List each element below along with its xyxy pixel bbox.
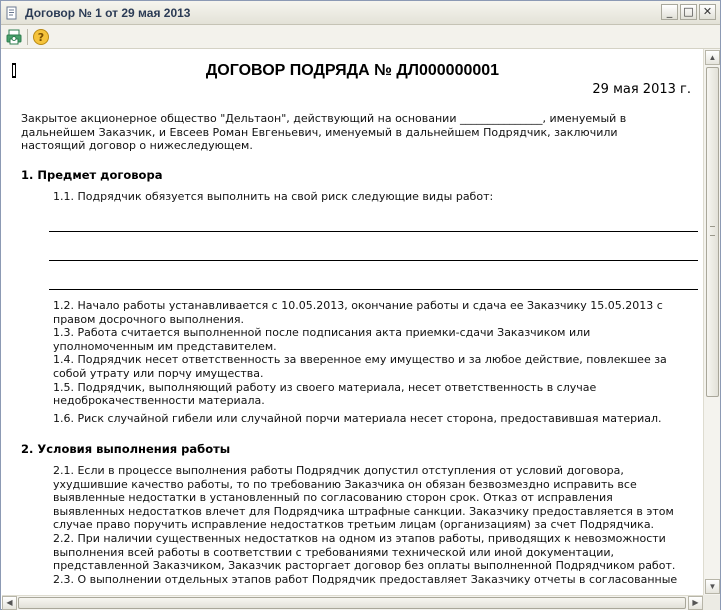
preamble-line: Закрытое акционерное общество "Дельтаон", действующий на основании _______________, именуемый в [21, 112, 627, 125]
section2-line: выявленные недостатки в установленный по согласованию сторон срок. Отказ от исправления [53, 491, 613, 505]
blank-line [49, 289, 698, 290]
window-title: Договор № 1 от 29 мая 2013 [25, 6, 191, 20]
document-icon [5, 6, 19, 20]
toolbar [1, 25, 720, 49]
help-icon [32, 28, 50, 46]
minimize-button[interactable]: _ [661, 4, 678, 20]
section1-line: 1.4. Подрядчик несет ответственность за вверенное ему имущество и за любое действие, повлекшее за [53, 353, 667, 367]
section2-line: 2.2. При наличии существенных недостатков на одном из этапов работы, приводящих к невозможности [53, 532, 666, 545]
maximize-button[interactable]: □ [680, 4, 697, 20]
blank-line [49, 260, 698, 261]
close-button[interactable]: ✕ [699, 4, 716, 20]
window-controls [661, 4, 716, 20]
preamble-line: дальнейшем Заказчик, и Евсеев Роман Евгеньевич, именуемый в дальнейшем Подрядчик, заключили [21, 125, 618, 139]
toolbar-separator [27, 29, 28, 45]
section2-line: ухудшившие качество работы, то по требованию Заказчика он обязан безвозмездно исправить все [53, 477, 637, 491]
print-icon[interactable] [5, 28, 23, 46]
scrollbar-corner [703, 595, 720, 610]
section1-line: недоброкачественности материала. [53, 394, 265, 408]
section1-line: 1.2. Начало работы устанавливается с 10.05.2013, окончание работы и сдача ее Заказчику 15.05.2013 с [53, 299, 663, 312]
clause-1-1: 1.1. Подрядчик обязуется выполнить на свой риск следующие виды работ: [53, 190, 494, 203]
section1-line: уполномоченным им представителем. [53, 339, 277, 353]
section2-line: выявленных недостатков влечет для Подрядчика штрафные санкции. Заказчику предоставляется в этом [53, 504, 674, 518]
section-heading-conditions: 2. Условия выполнения работы [21, 442, 231, 456]
section2-line: случае право поручить исправление недостатков третьим лицам (организациям) за счет Подрядчика. [53, 518, 655, 532]
help-glyph: ? [37, 31, 45, 44]
contract-date: 29 мая 2013 г. [592, 82, 691, 97]
scroll-right-button[interactable]: ▶ [688, 596, 703, 610]
preamble-line: настоящий договор о нижеследующем. [21, 139, 253, 153]
contract-title: ДОГОВОР ПОДРЯДА № ДЛ000000001 [205, 62, 500, 79]
section2-line: выполнения всей работы в соответствии с требованиями технической или иной документации, [53, 545, 615, 559]
horizontal-scrollbar[interactable] [2, 595, 703, 610]
scroll-left-button[interactable]: ◀ [2, 596, 17, 610]
section2-line: 2.3. О выполнении отдельных этапов работ Подрядчик предоставляет Заказчику отчеты в согласованные [53, 572, 678, 586]
section1-line: 1.6. Риск случайной гибели или случайной порчи материала несет сторона, предоставившая материал. [53, 412, 662, 425]
vertical-scroll-thumb[interactable] [706, 67, 719, 397]
document-body[interactable] [2, 49, 703, 609]
title-bar[interactable] [1, 1, 720, 25]
scroll-down-button[interactable]: ▼ [705, 579, 720, 594]
scroll-up-button[interactable]: ▲ [705, 50, 720, 65]
section2-line: представленной Заказчиком, Заказчик расторгает договор без оплаты выполненной Подрядчиком работ. [53, 559, 676, 573]
section1-line: собой утрату или порчу имущества. [53, 367, 264, 380]
section2-line: 2.1. Если в процессе выполнения работы Подрядчик допустил отступления от условий договора, [53, 464, 624, 477]
horizontal-scroll-thumb[interactable] [18, 597, 686, 609]
section1-line: правом досрочного выполнения. [53, 312, 244, 326]
section-heading-subject: 1. Предмет договора [21, 168, 163, 182]
blank-line [49, 231, 698, 232]
help-button[interactable] [32, 28, 50, 46]
section1-line: 1.5. Подрядчик, выполняющий работу из своего материала, несет ответственность в случае [53, 380, 597, 394]
vertical-scrollbar[interactable] [703, 49, 720, 595]
section1-line: 1.3. Работа считается выполненной после подписания акта приемки-сдачи Заказчиком или [53, 326, 591, 340]
